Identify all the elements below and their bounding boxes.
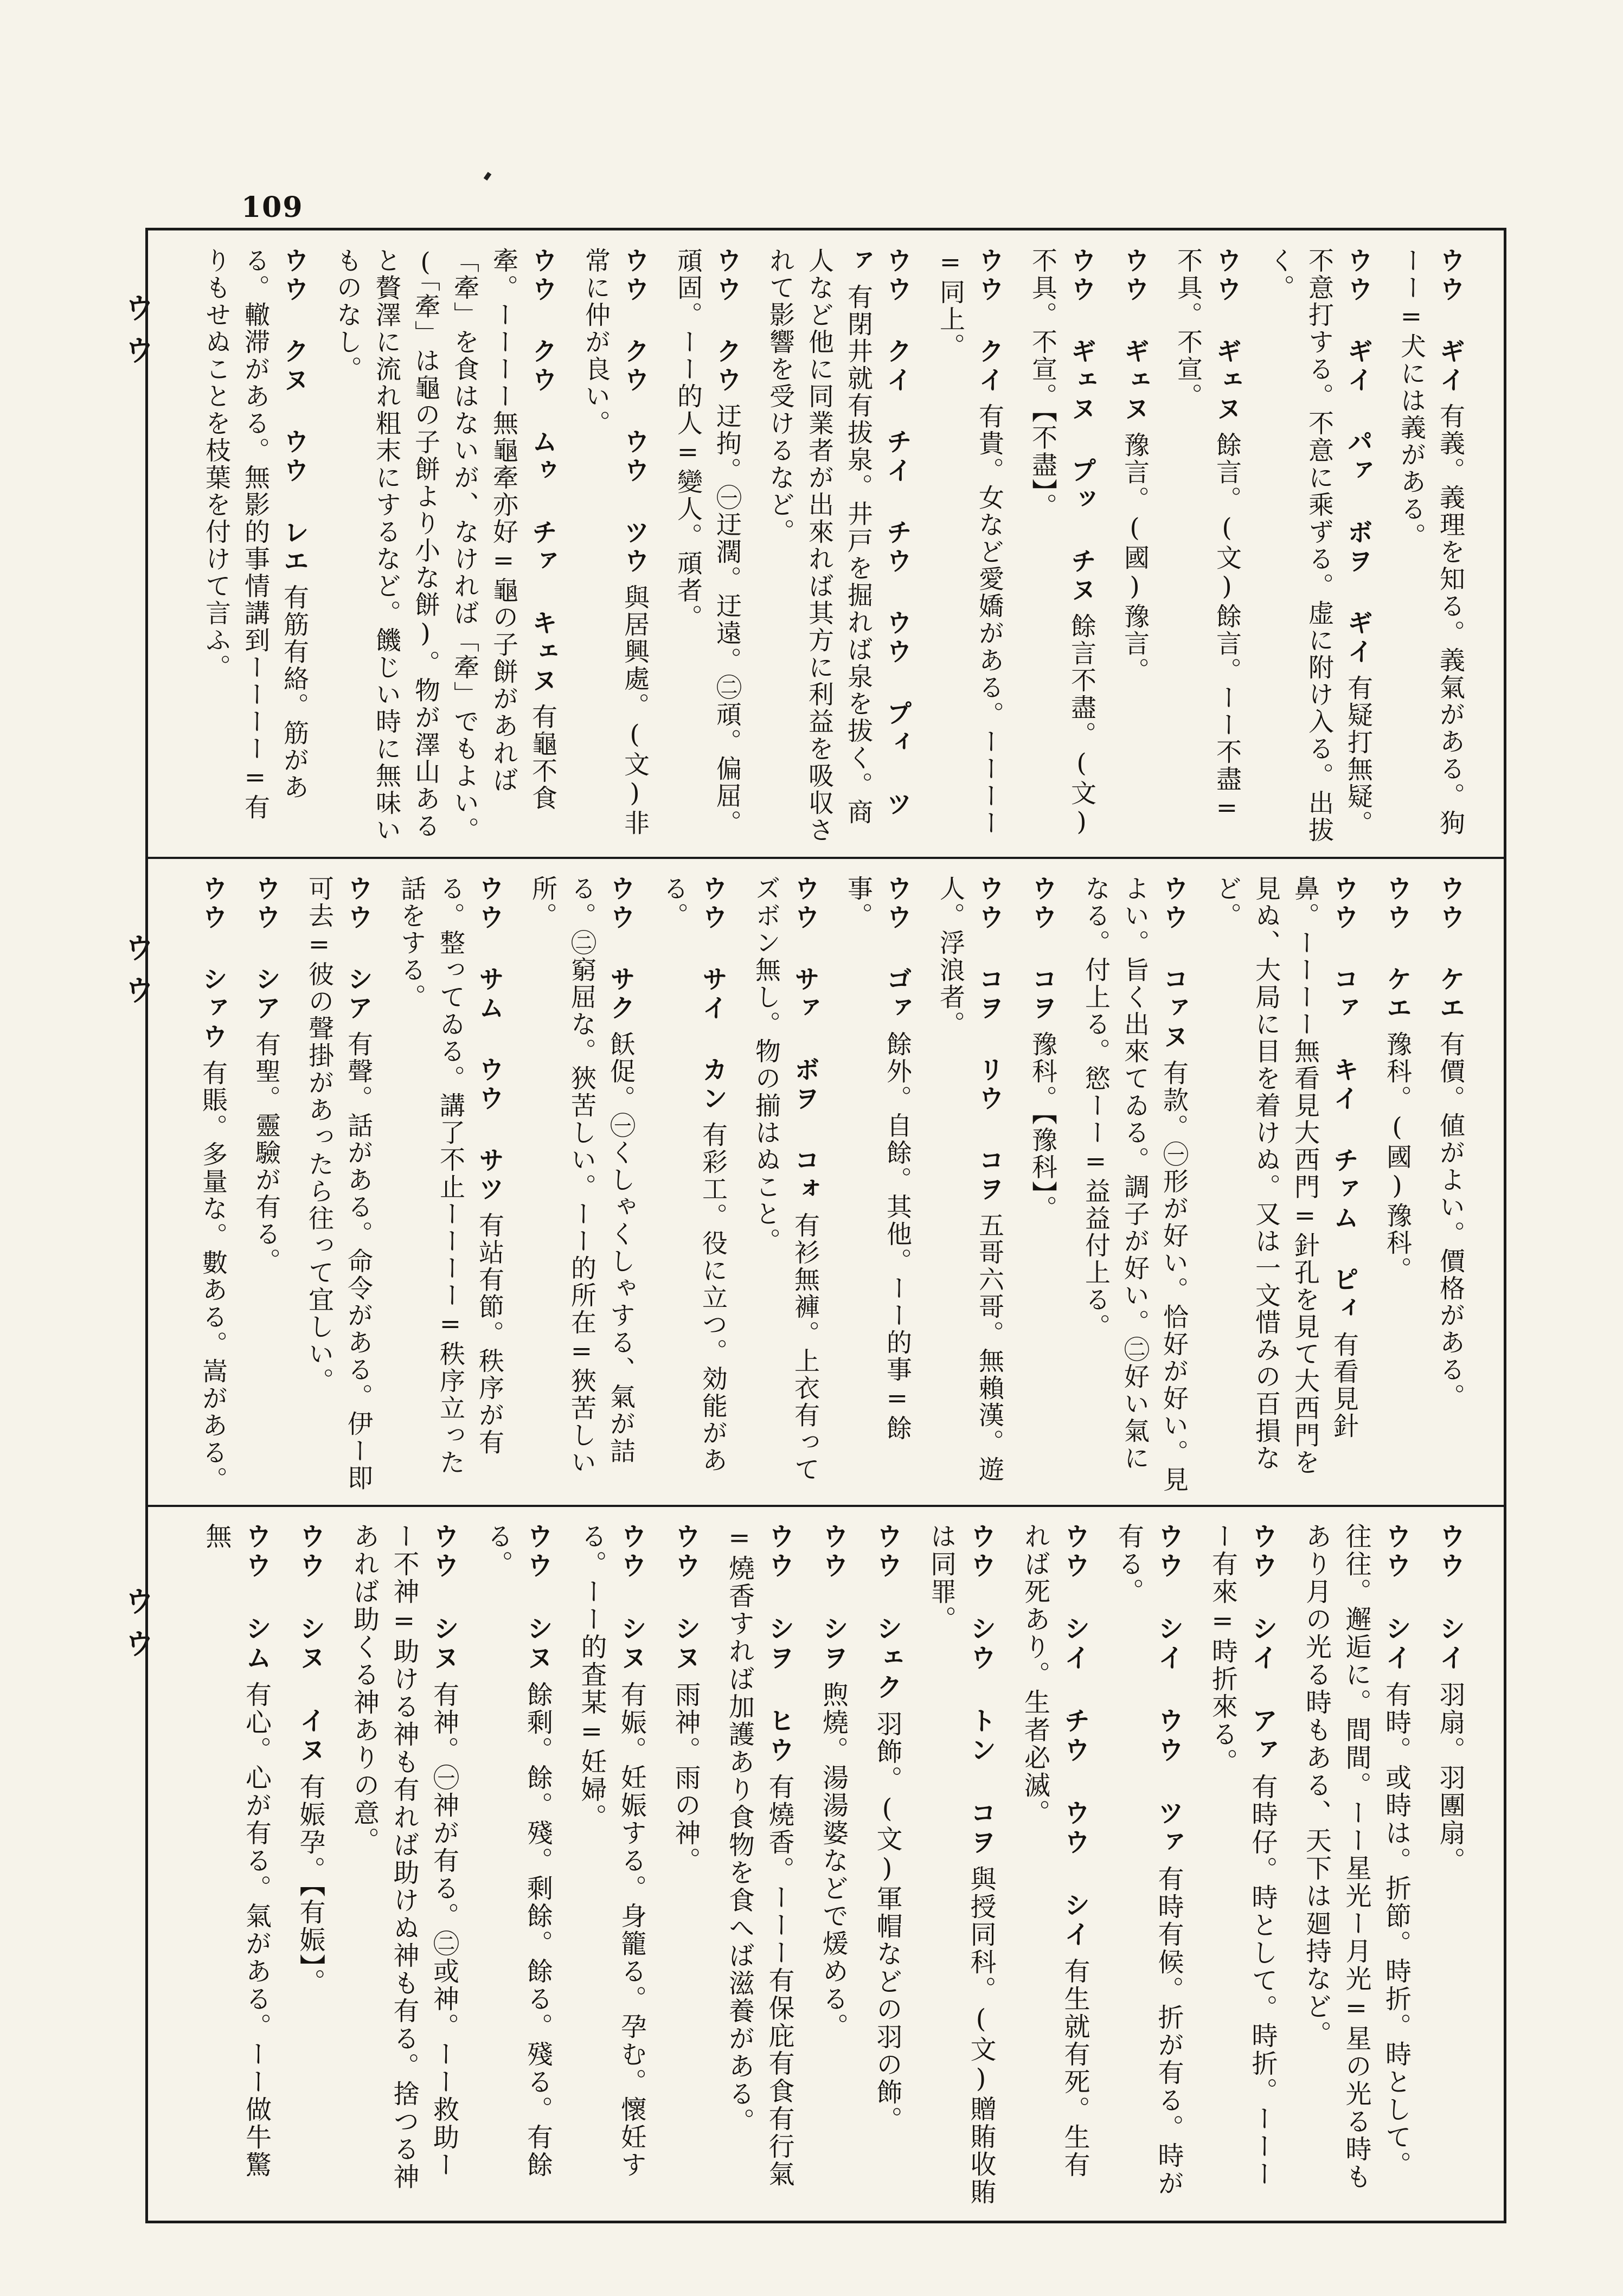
entry-headword: ウウ シイ チウ ウウ シイ xyxy=(1060,1523,1090,1950)
entry-definition: 飫促。㊀くしゃくしゃする、氣が詰る。㊁窮屈な。狹苦しい。ーー的所在=狹苦しい所。 xyxy=(528,875,636,1476)
entry-headword: ウウ クウ ムゥ チァ キェヌ xyxy=(528,247,557,696)
dictionary-entry xyxy=(392,875,509,1493)
entry-definition: 有貴。女など愛嬌がある。ーーーー=同上。 xyxy=(935,247,1004,837)
entry-headword: ウウ サク xyxy=(606,875,636,1023)
dictionary-band-bottom xyxy=(179,1523,1470,2206)
entry-definition: 羽飾。(文)軍帽などの羽の飾。 xyxy=(872,1710,902,2134)
entry-definition: 有娠孕。【有娠】。 xyxy=(295,1773,325,1996)
section-side-label: ウウ xyxy=(120,293,155,377)
entry-definition: 有娠。妊娠する。身籠る。孕む。懷妊する。ーー的査某=妊婦。 xyxy=(576,1523,647,2179)
entry-definition: 豫言。(國)豫言。 xyxy=(1120,432,1150,684)
dictionary-entry xyxy=(921,1523,1000,2206)
entry-definition: 餘言不盡。(文)不具。不宣。【不盡】。 xyxy=(1028,247,1096,838)
entry-headword: ウウ シヌ イヌ xyxy=(295,1523,325,1766)
entry-headword: ウウ シヌ xyxy=(522,1523,553,1673)
dictionary-entry xyxy=(1377,875,1416,1493)
entry-headword: ウウ シヌ xyxy=(670,1523,701,1673)
dictionary-entry xyxy=(931,875,1009,1493)
entry-headword: ウウ シア xyxy=(343,875,373,1023)
entry-definition: 有疑打無疑。不意打する。不意に乘ずる。虚に附け入る。出拔く。 xyxy=(1265,247,1373,844)
band-divider xyxy=(145,857,1506,859)
entry-definition: 有衫無褲。上衣有ってズボン無し。物の揃はぬこと。 xyxy=(751,875,820,1483)
entry-headword: ウウ シヌ xyxy=(616,1523,647,1673)
entry-definition: 有心。心が有る。氣がある。ーー做牛驚無 xyxy=(201,1523,272,2179)
dictionary-entry xyxy=(328,247,562,846)
dictionary-band-middle xyxy=(179,875,1470,1493)
entry-definition: 與居興處。(文)非常に仲が良い。 xyxy=(581,247,650,837)
entry-headword: ウウ ケエ xyxy=(1435,875,1465,1023)
dictionary-entry xyxy=(931,247,1009,846)
dictionary-entry xyxy=(196,1523,276,2206)
entry-definition: 羽扇。羽團扇。 xyxy=(1435,1681,1465,1875)
entry-definition: 煦燒。湯湯婆などで煖める。 xyxy=(818,1681,849,2041)
entry-headword: ウウ シヲ xyxy=(818,1523,849,1673)
dictionary-entry xyxy=(246,875,285,1493)
entry-headword: ウウ シイ ウウ ツァ xyxy=(1153,1523,1184,1858)
dictionary-entry xyxy=(299,875,377,1493)
entry-headword: ウウ シウ トン コヲ xyxy=(966,1523,996,1858)
entry-headword: ウウ クイ xyxy=(974,247,1004,395)
dictionary-entry xyxy=(572,1523,651,2206)
dictionary-entry xyxy=(1023,875,1062,1493)
dictionary-entry xyxy=(719,1523,799,2206)
dictionary-entry xyxy=(1108,1523,1188,2206)
entry-definition: 與授同科。(文)贈賄收賄は同罪。 xyxy=(926,1523,996,2206)
entry-definition: 有站有節。秩序が有る。整ってゐる。講了不止ーーーー=秩序立った話をする。 xyxy=(396,875,504,1476)
dictionary-entry xyxy=(665,1523,705,2206)
entry-definition: 豫科。【豫科】。 xyxy=(1028,1031,1057,1222)
entry-headword: ウウ クイ チイ チウ ウウ プィ ツァ xyxy=(843,247,912,819)
dictionary-entry xyxy=(668,247,746,846)
dictionary-entry xyxy=(1023,247,1101,846)
entry-headword: ウウ サァ ボヲ コォ xyxy=(790,875,820,1204)
dictionary-entry xyxy=(1430,1523,1470,2206)
dictionary-entry xyxy=(523,875,640,1493)
entry-definition: 有筋有絡。筋がある。轍滞がある。無影的事情講到ーーーー=有りもせぬことを枝葉を付けて言ふ。 xyxy=(201,247,309,821)
dictionary-entry xyxy=(196,247,313,846)
entry-definition: 迂拘。㊀迂濶。迂遠。㊁頑。偏屈。頑固。ーー的人=變人。頑者。 xyxy=(673,247,742,837)
entry-definition: 有燒香。ーーー有保庇有食有行氣=燒香すれば加護あり食物を食へば滋養がある。 xyxy=(724,1523,794,2188)
dictionary-entry xyxy=(1260,247,1377,846)
dictionary-entry xyxy=(760,247,916,846)
entry-headword: ウウ コァヌ xyxy=(1159,875,1189,1052)
dictionary-entry xyxy=(1076,875,1193,1493)
entry-definition: 有時。或時は。折節。時折。時として。往往。邂逅に。間間。ーー星光ー月光=星の光る時もあり月の光る時もある、天下は廻持など。 xyxy=(1301,1523,1412,2191)
dictionary-entry xyxy=(1168,247,1246,846)
entry-definition: 五哥六哥。無賴漢。遊人。浮浪者。 xyxy=(935,875,1004,1483)
dictionary-entry xyxy=(576,247,654,846)
entry-definition: 有聖。靈驗が有る。 xyxy=(251,1031,281,1275)
entry-headword: ウウ ゴァ xyxy=(882,875,912,1023)
entry-headword: ウウ サム ウウ サツ xyxy=(474,875,504,1204)
dictionary-entry xyxy=(478,1523,557,2206)
dictionary-entry xyxy=(344,1523,464,2206)
entry-headword: ウウ シヲ ヒウ xyxy=(764,1523,794,1766)
entry-headword: ウウ シイ xyxy=(1381,1523,1412,1673)
entry-definition: 有款。㊀形が好い。恰好が好い。見よい。旨く出來てゐる。調子が好い。㊁好い氣になる。付上る。慾ーー=益益付上る。 xyxy=(1081,875,1189,1493)
section-side-label: ウウ xyxy=(120,1586,155,1671)
entry-headword: ウウ ギイ xyxy=(1435,247,1465,395)
entry-headword: ウウ ギェヌ プッ チヌ xyxy=(1067,247,1096,605)
entry-definition: 餘剩。餘。殘。剩餘。餘る。殘る。有餘る。 xyxy=(483,1523,553,2179)
dictionary-entry xyxy=(290,1523,330,2206)
entry-headword: ウウ クヌ ウウ レエ xyxy=(279,247,309,576)
dictionary-entry xyxy=(1430,875,1470,1493)
entry-headword: ウウ ギイ パァ ボヲ ギイ xyxy=(1343,247,1373,667)
entry-definition: 有時仔。時として。時折。ーーーー有來=時折來る。 xyxy=(1207,1523,1278,2188)
dictionary-entry xyxy=(1115,247,1154,846)
ink-speck xyxy=(484,172,492,181)
dictionary-band-top xyxy=(179,247,1470,846)
entry-definition: 有看見針鼻。ーーーー無看見大西門=針孔を見て大西門を見ぬ、大局に目を着けぬ。又は一文惜みの百損など。 xyxy=(1212,875,1359,1476)
dictionary-entry xyxy=(838,875,916,1493)
dictionary-entry xyxy=(1015,1523,1094,2206)
entry-definition: 有彩工。役に立つ。効能がある。 xyxy=(659,875,728,1474)
entry-headword: ウウ シイ アァ xyxy=(1247,1523,1278,1766)
entry-definition: 雨神。雨の神。 xyxy=(670,1681,701,1875)
entry-headword: ウウ シァウ xyxy=(198,875,228,1052)
entry-definition: 有義。義理を知る。義氣がある。狗ーー=犬には義がある。 xyxy=(1396,247,1465,837)
entry-definition: 有神。㊀神が有る。㊁或神。ーー救助ーー不神=助ける神も有れば助けぬ神も有る。捨つる神あれば助くる神ありの意。 xyxy=(349,1523,459,2191)
dictionary-entry xyxy=(813,1523,853,2206)
band-divider xyxy=(145,1505,1506,1507)
dictionary-entry xyxy=(1207,875,1363,1493)
entry-headword: ウウ サイ カン xyxy=(698,875,728,1114)
dictionary-entry xyxy=(193,875,232,1493)
entry-headword: ウウ クウ xyxy=(712,247,742,395)
page-number: 109 xyxy=(241,191,304,224)
entry-definition: 餘言。(文)餘言。ーー不盡=不具。不宣。 xyxy=(1173,247,1242,824)
dictionary-entry xyxy=(1296,1523,1416,2206)
entry-headword: ウウ ケエ xyxy=(1382,875,1412,1023)
entry-headword: ウウ シェク xyxy=(872,1523,902,1703)
entry-headword: ウウ ギェヌ xyxy=(1212,247,1242,424)
entry-headword: ウウ クウ ウウ ツウ xyxy=(620,247,650,576)
entry-definition: 有聲。話がある。命令がある。伊ー即可去=彼の聲掛があったら往って宜しい。 xyxy=(304,875,373,1492)
dictionary-entry xyxy=(1391,247,1470,846)
entry-definition: 餘外。自餘。其他。ーー的事=餘事。 xyxy=(843,875,912,1442)
entry-headword: ウウ シイ xyxy=(1435,1523,1465,1673)
entry-definition: 有生就有死。生有れば死あり。生者必滅。 xyxy=(1019,1523,1090,2179)
entry-headword: ウウ ギェヌ xyxy=(1120,247,1150,424)
entry-definition: 有龜不食牽。ーーーー無龜牽亦好=龜の子餅があれば「牽」を食はないが、なければ「牽」でもよい。(「牽」は龜の子餅より小な餅)。物が澤山あると贅澤に流れ粗末にするなど。饑じい時に無味いものなし。 xyxy=(332,247,557,844)
entry-headword: ウウ コァ キイ チァム ピィ xyxy=(1329,875,1359,1324)
entry-headword: ウウ シム xyxy=(241,1523,272,1673)
entry-definition: 有閉井就有拔泉。井戸を掘れば泉を拔く。商人など他に同業者が出來れば其方に利益を吸収されて影響を受けるなど。 xyxy=(765,247,873,844)
entry-headword: ウウ シア xyxy=(251,875,281,1023)
dictionary-entry xyxy=(867,1523,907,2206)
entry-definition: 豫科。(國)豫科。 xyxy=(1382,1031,1412,1284)
entry-headword: ウウ コヲ xyxy=(1028,875,1057,1023)
entry-definition: 有時有候。折が有る。時が有る。 xyxy=(1113,1523,1184,2197)
entry-headword: ウウ シヌ xyxy=(428,1523,459,1673)
section-side-label: ウウ xyxy=(120,933,155,1017)
dictionary-entry xyxy=(654,875,732,1493)
entry-headword: ウウ コヲ リウ コヲ xyxy=(974,875,1004,1204)
dictionary-entry xyxy=(1202,1523,1282,2206)
entry-definition: 有價。値がよい。價格がある。 xyxy=(1435,1031,1465,1410)
dictionary-entry xyxy=(746,875,824,1493)
entry-definition: 有賬。多量な。數ある。嵩がある。 xyxy=(198,1060,228,1493)
